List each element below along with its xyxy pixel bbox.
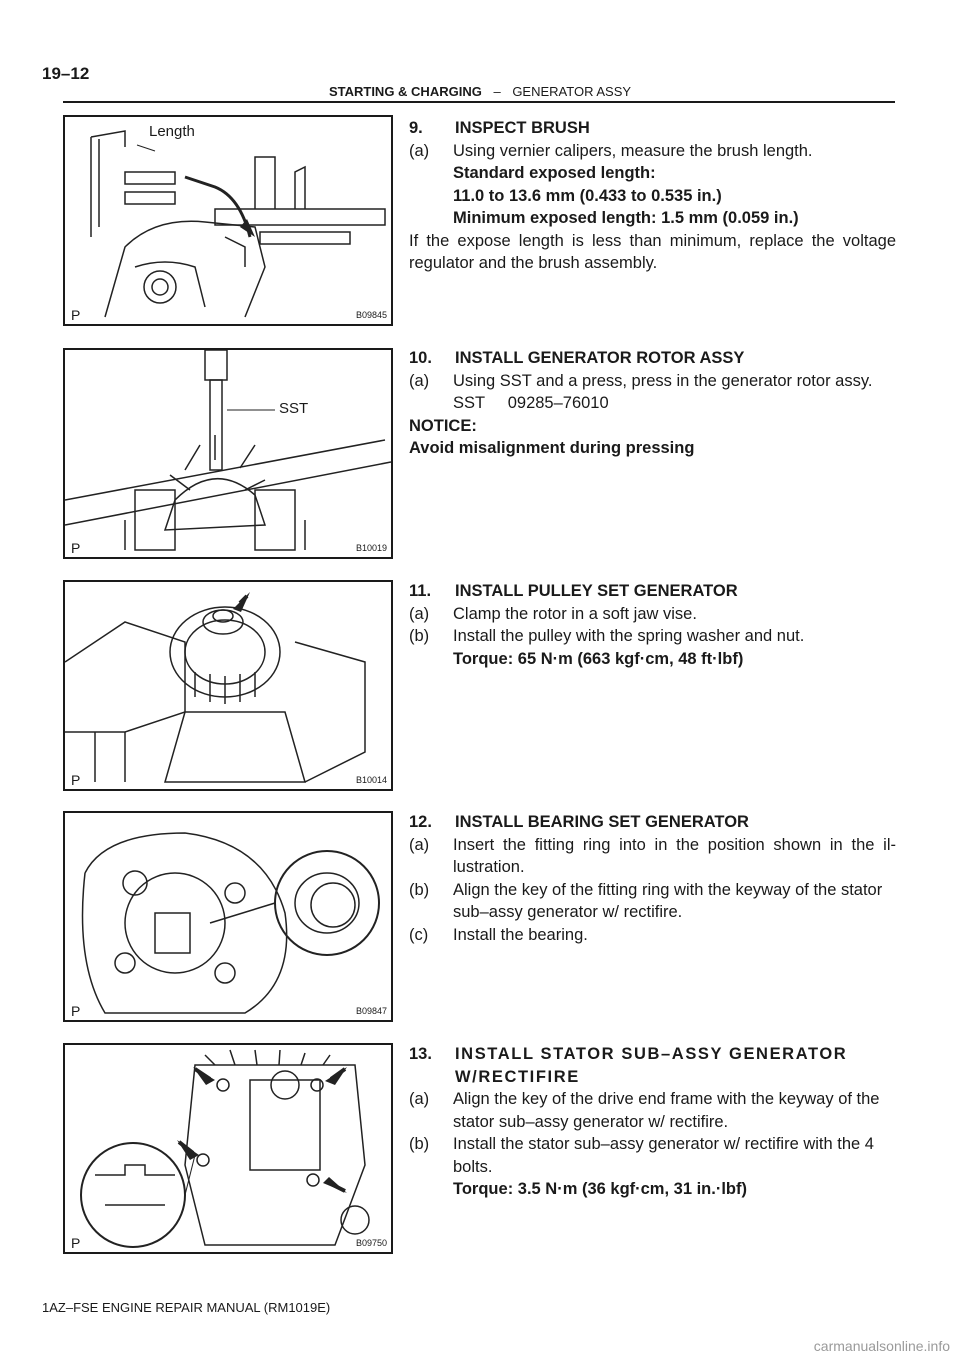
step-number: 10. — [409, 349, 432, 367]
notice-label: NOTICE: — [409, 416, 477, 435]
substep-label: (b) — [409, 627, 430, 645]
step-heading — [409, 347, 896, 370]
figure-code: B10014 — [355, 775, 387, 785]
substep-label: (b) — [409, 1135, 430, 1153]
torque-spec: Torque: 65 N·m (663 kgf·cm, 48 ft·lbf) — [453, 649, 744, 668]
stator-bolts-illustration — [65, 1045, 391, 1252]
figure-p-mark: P — [71, 772, 81, 788]
figure-code: B09750 — [355, 1238, 387, 1248]
notice-text: Avoid misalignment during pressing — [409, 439, 695, 457]
substep-a — [409, 370, 896, 393]
figure-pulley-vise — [63, 580, 393, 791]
step-number: 9. — [409, 119, 423, 137]
substep-a — [409, 834, 896, 879]
substep-b — [409, 1133, 896, 1178]
substep-text: Install the stator sub–assy generator w/ rectifire with the 4 bolts. — [453, 1135, 874, 1176]
rotor-press-illustration — [65, 350, 391, 557]
section-title: STARTING & CHARGING — [328, 84, 482, 99]
substep-label: (c) — [409, 925, 429, 944]
torque-spec: Torque: 3.5 N·m (36 kgf·cm, 31 in.·lbf) — [453, 1180, 747, 1198]
figure-code: B09847 — [355, 1006, 387, 1016]
step-inspect-brush — [409, 117, 896, 275]
substep-a — [409, 603, 896, 626]
step-heading — [409, 117, 896, 140]
step-install-pulley — [409, 580, 896, 670]
section-header — [0, 84, 960, 99]
step-number: 11. — [409, 582, 432, 600]
substep-text: Install the pulley with the spring washer and nut. — [453, 627, 805, 645]
step-title: INSTALL GENERATOR ROTOR ASSY — [455, 349, 745, 367]
substep-text: Align the key of the fitting ring with the keyway of the stator sub–assy generator w/ rectifire. — [453, 880, 883, 921]
section-separator: – — [493, 84, 501, 99]
sst-number: SST 09285–76010 — [453, 394, 609, 412]
substep-label: (a) — [409, 835, 430, 854]
step-heading — [409, 1043, 896, 1088]
figure-brush-inspection — [63, 115, 393, 326]
figure-p-mark: P — [71, 540, 81, 556]
substep-text: Insert the fitting ring into in the position shown in the il-lustration. — [453, 835, 896, 876]
substep-label: (a) — [409, 604, 430, 623]
step-install-bearing — [409, 811, 896, 946]
header-rule — [63, 101, 895, 103]
figure-p-mark: P — [71, 1235, 81, 1251]
spec-standard-value: 11.0 to 13.6 mm (0.433 to 0.535 in.) — [453, 186, 722, 205]
page-number: 19–12 — [42, 64, 90, 83]
length-callout: Length — [149, 123, 195, 140]
figure-code: B09845 — [355, 310, 387, 320]
step-title: INSTALL BEARING SET GENERATOR — [455, 813, 749, 831]
manual-footer: 1AZ–FSE ENGINE REPAIR MANUAL (RM1019E) — [42, 1300, 331, 1315]
step-title: INSPECT BRUSH — [455, 119, 590, 137]
step-title: INSTALL STATOR SUB–ASSY GENERATOR W/RECTIFIRE — [455, 1045, 848, 1086]
substep-label: (b) — [409, 880, 430, 899]
section-subtitle: GENERATOR ASSY — [512, 84, 632, 99]
step-number: 12. — [409, 813, 432, 831]
step-number: 13. — [409, 1045, 432, 1063]
substep-b — [409, 625, 896, 648]
substep-text: Using SST and a press, press in the generator rotor assy. — [453, 371, 873, 390]
substep-label: (a) — [409, 141, 430, 160]
replace-note: If the expose length is less than minimum, replace the voltage regulator and the brush assembly. — [409, 231, 896, 272]
step-install-rotor — [409, 347, 896, 460]
spec-standard-label: Standard exposed length: — [453, 164, 656, 182]
substep-label: (a) — [409, 1090, 430, 1108]
step-heading — [409, 811, 896, 834]
step-heading — [409, 580, 896, 603]
figure-p-mark: P — [71, 1003, 81, 1019]
figure-stator-bolts — [63, 1043, 393, 1254]
figure-bearing-ring — [63, 811, 393, 1022]
figure-rotor-press — [63, 348, 393, 559]
substep-text: Using vernier calipers, measure the brush length. — [453, 141, 813, 160]
bearing-ring-illustration — [65, 813, 391, 1020]
step-install-stator — [409, 1043, 896, 1201]
substep-text: Clamp the rotor in a soft jaw vise. — [453, 604, 697, 623]
substep-b — [409, 879, 896, 924]
step-title: INSTALL PULLEY SET GENERATOR — [455, 582, 738, 600]
figure-p-mark: P — [71, 307, 81, 323]
substep-c — [409, 924, 896, 947]
substep-a — [409, 1088, 896, 1133]
substep-a — [409, 140, 896, 163]
spec-minimum: Minimum exposed length: 1.5 mm (0.059 in.) — [453, 209, 799, 227]
watermark: carmanualsonline.info — [813, 1338, 950, 1354]
substep-text: Align the key of the drive end frame with the keyway of the stator sub–assy generator w/ rectifire. — [453, 1090, 880, 1131]
figure-code: B10019 — [355, 543, 387, 553]
sst-callout: SST — [279, 400, 309, 417]
substep-label: (a) — [409, 371, 430, 390]
brush-caliper-illustration — [65, 117, 391, 324]
substep-text: Install the bearing. — [453, 925, 588, 944]
pulley-vise-illustration — [65, 582, 391, 789]
